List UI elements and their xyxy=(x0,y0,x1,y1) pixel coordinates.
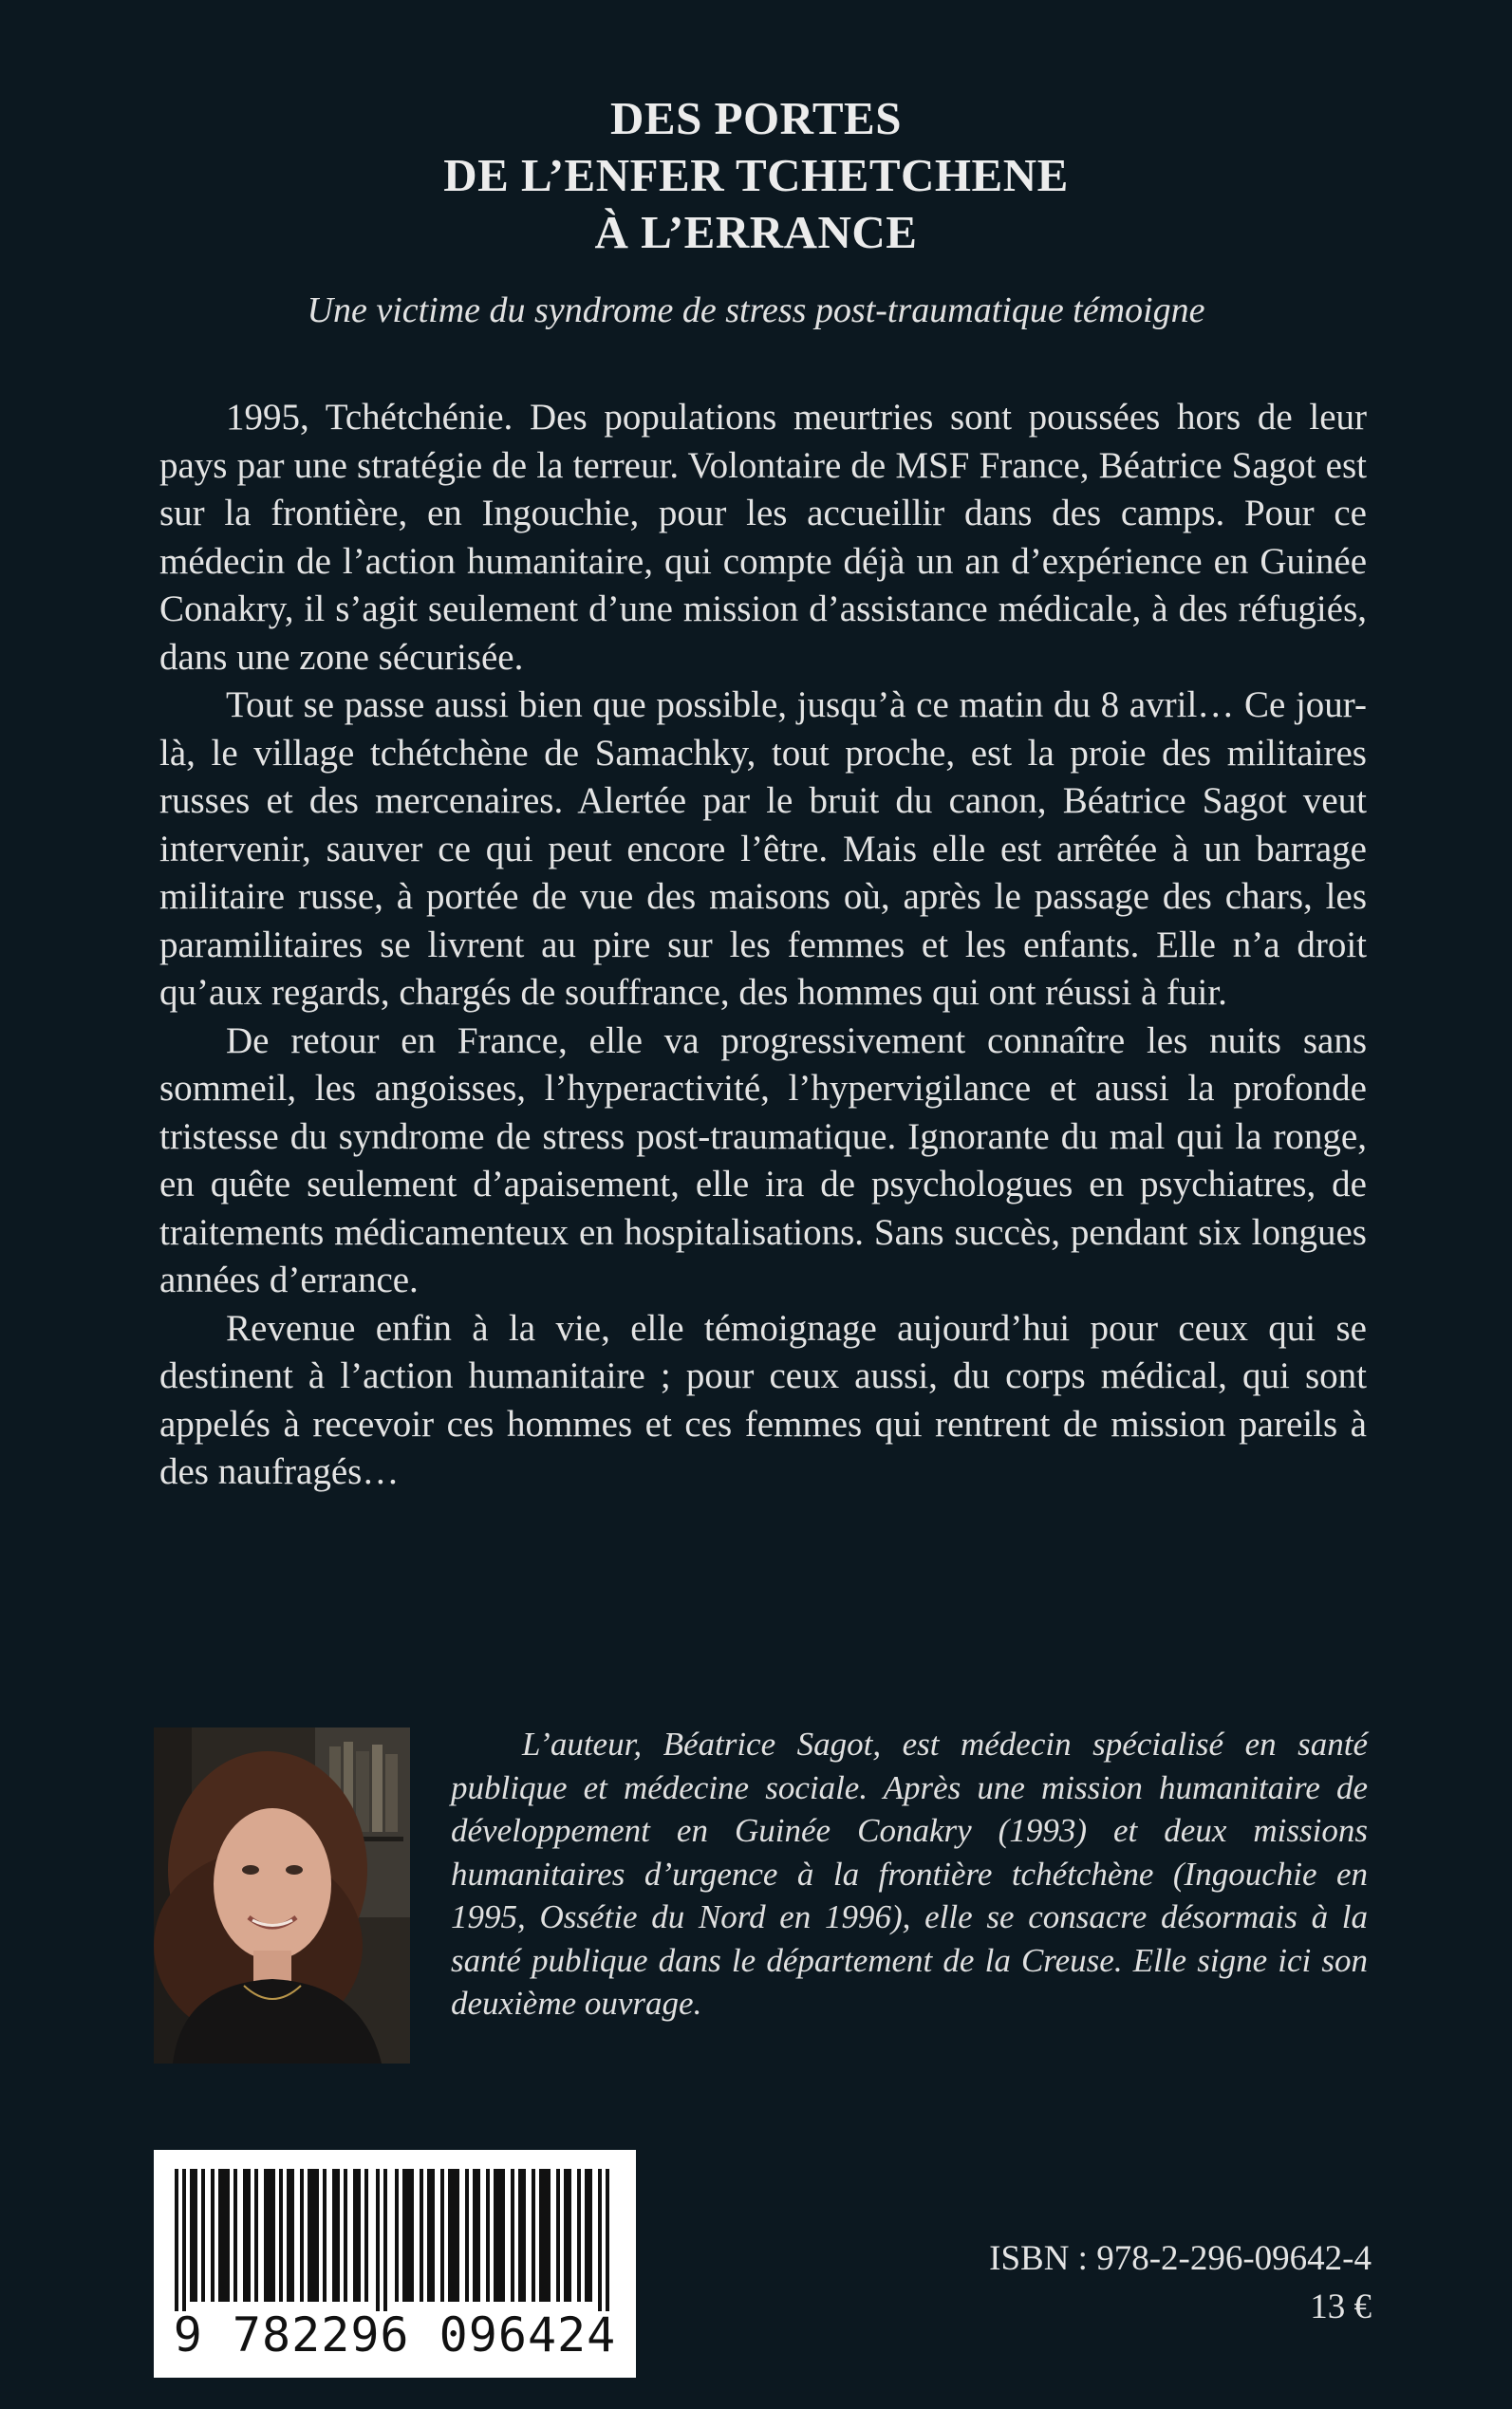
blurb-paragraph-1: 1995, Tchétchénie. Des populations meurtries sont poussées hors de leur pays par une stratégie de la terreur. Volontaire de MSF France, Béatrice Sagot est sur la frontière, en Ingouchie, pour les accueillir dans des camps. Pour ce médecin de l’action humanitaire, qui compte déjà un an d’expérience en Guinée Conakry, il s’agit seulement d’une mission d’assistance médicale, à des réfugiés, dans une zone sécurisée. xyxy=(159,397,1367,678)
title-line-3: À L’ERRANCE xyxy=(594,206,918,258)
author-portrait-illustration xyxy=(154,1727,410,2064)
author-biography xyxy=(451,1723,1368,2026)
title-line-2: DE L’ENFER TCHETCHENE xyxy=(443,149,1069,201)
barcode-bars xyxy=(175,2169,615,2311)
barcode-number: 9 782296 096424 xyxy=(173,2307,617,2362)
blurb-paragraph-2: Tout se passe aussi bien que possible, jusqu’à ce matin du 8 avril… Ce jour-là, le village tchétchène de Samachky, tout proche, est la proie des militaires russes et des mercenaires. Alertée par le bruit du canon, Béatrice Sagot veut intervenir, sauver ce qui peut encore l’être. Mais elle est arrêtée à un barrage militaire russe, à portée de vue des maisons où, après le passage des chars, les paramilitaires se livrent au pire sur les femmes et les enfants. Elle n’a droit qu’aux regards, chargés de souffrance, des hommes qui ont réussi à fuir. xyxy=(159,684,1367,1013)
barcode xyxy=(154,2150,636,2378)
title-line-1: DES PORTES xyxy=(610,92,902,144)
author-photo xyxy=(154,1727,410,2064)
blurb-text xyxy=(159,394,1367,1497)
price-label: 13 € xyxy=(1310,2288,1372,2326)
book-subtitle: Une victime du syndrome de stress post-traumatique témoigne xyxy=(307,290,1205,330)
blurb-paragraph-4: Revenue enfin à la vie, elle témoignage aujourd’hui pour ceux qui se destinent à l’action humanitaire ; pour ceux aussi, du corps médical, qui sont appelés à recevoir ces hommes et ces femmes qui rentrent de mission pareils à des naufragés… xyxy=(159,1307,1367,1492)
blurb-paragraph-3: De retour en France, elle va progressivement connaître les nuits sans sommeil, les angoisses, l’hyperactivité, l’hypervigilance et aussi la profonde tristesse du syndrome de stress post-traumatique. Ignorante du mal qui la ronge, en quête seulement d’apaisement, elle ira de psychologues en psychiatres, de traitements médicamenteux en hospitalisations. Sans succès, pendant six longues années d’errance. xyxy=(159,1019,1367,1300)
isbn-label: ISBN : 978-2-296-09642-4 xyxy=(989,2239,1372,2278)
book-title xyxy=(0,90,1512,261)
author-bio-text: L’auteur, Béatrice Sagot, est médecin spécialisé en santé publique et médecine sociale. Après une mission humanitaire de développement en Guinée Conakry (1993) et deux missions humanitaires d’urgence à la frontière tchétchène (Ingouchie en 1995, Ossétie du Nord en 1996), elle se consacre désormais à la santé publique dans le département de la Creuse. Elle signe ici son deuxième ouvrage. xyxy=(451,1726,1368,2022)
